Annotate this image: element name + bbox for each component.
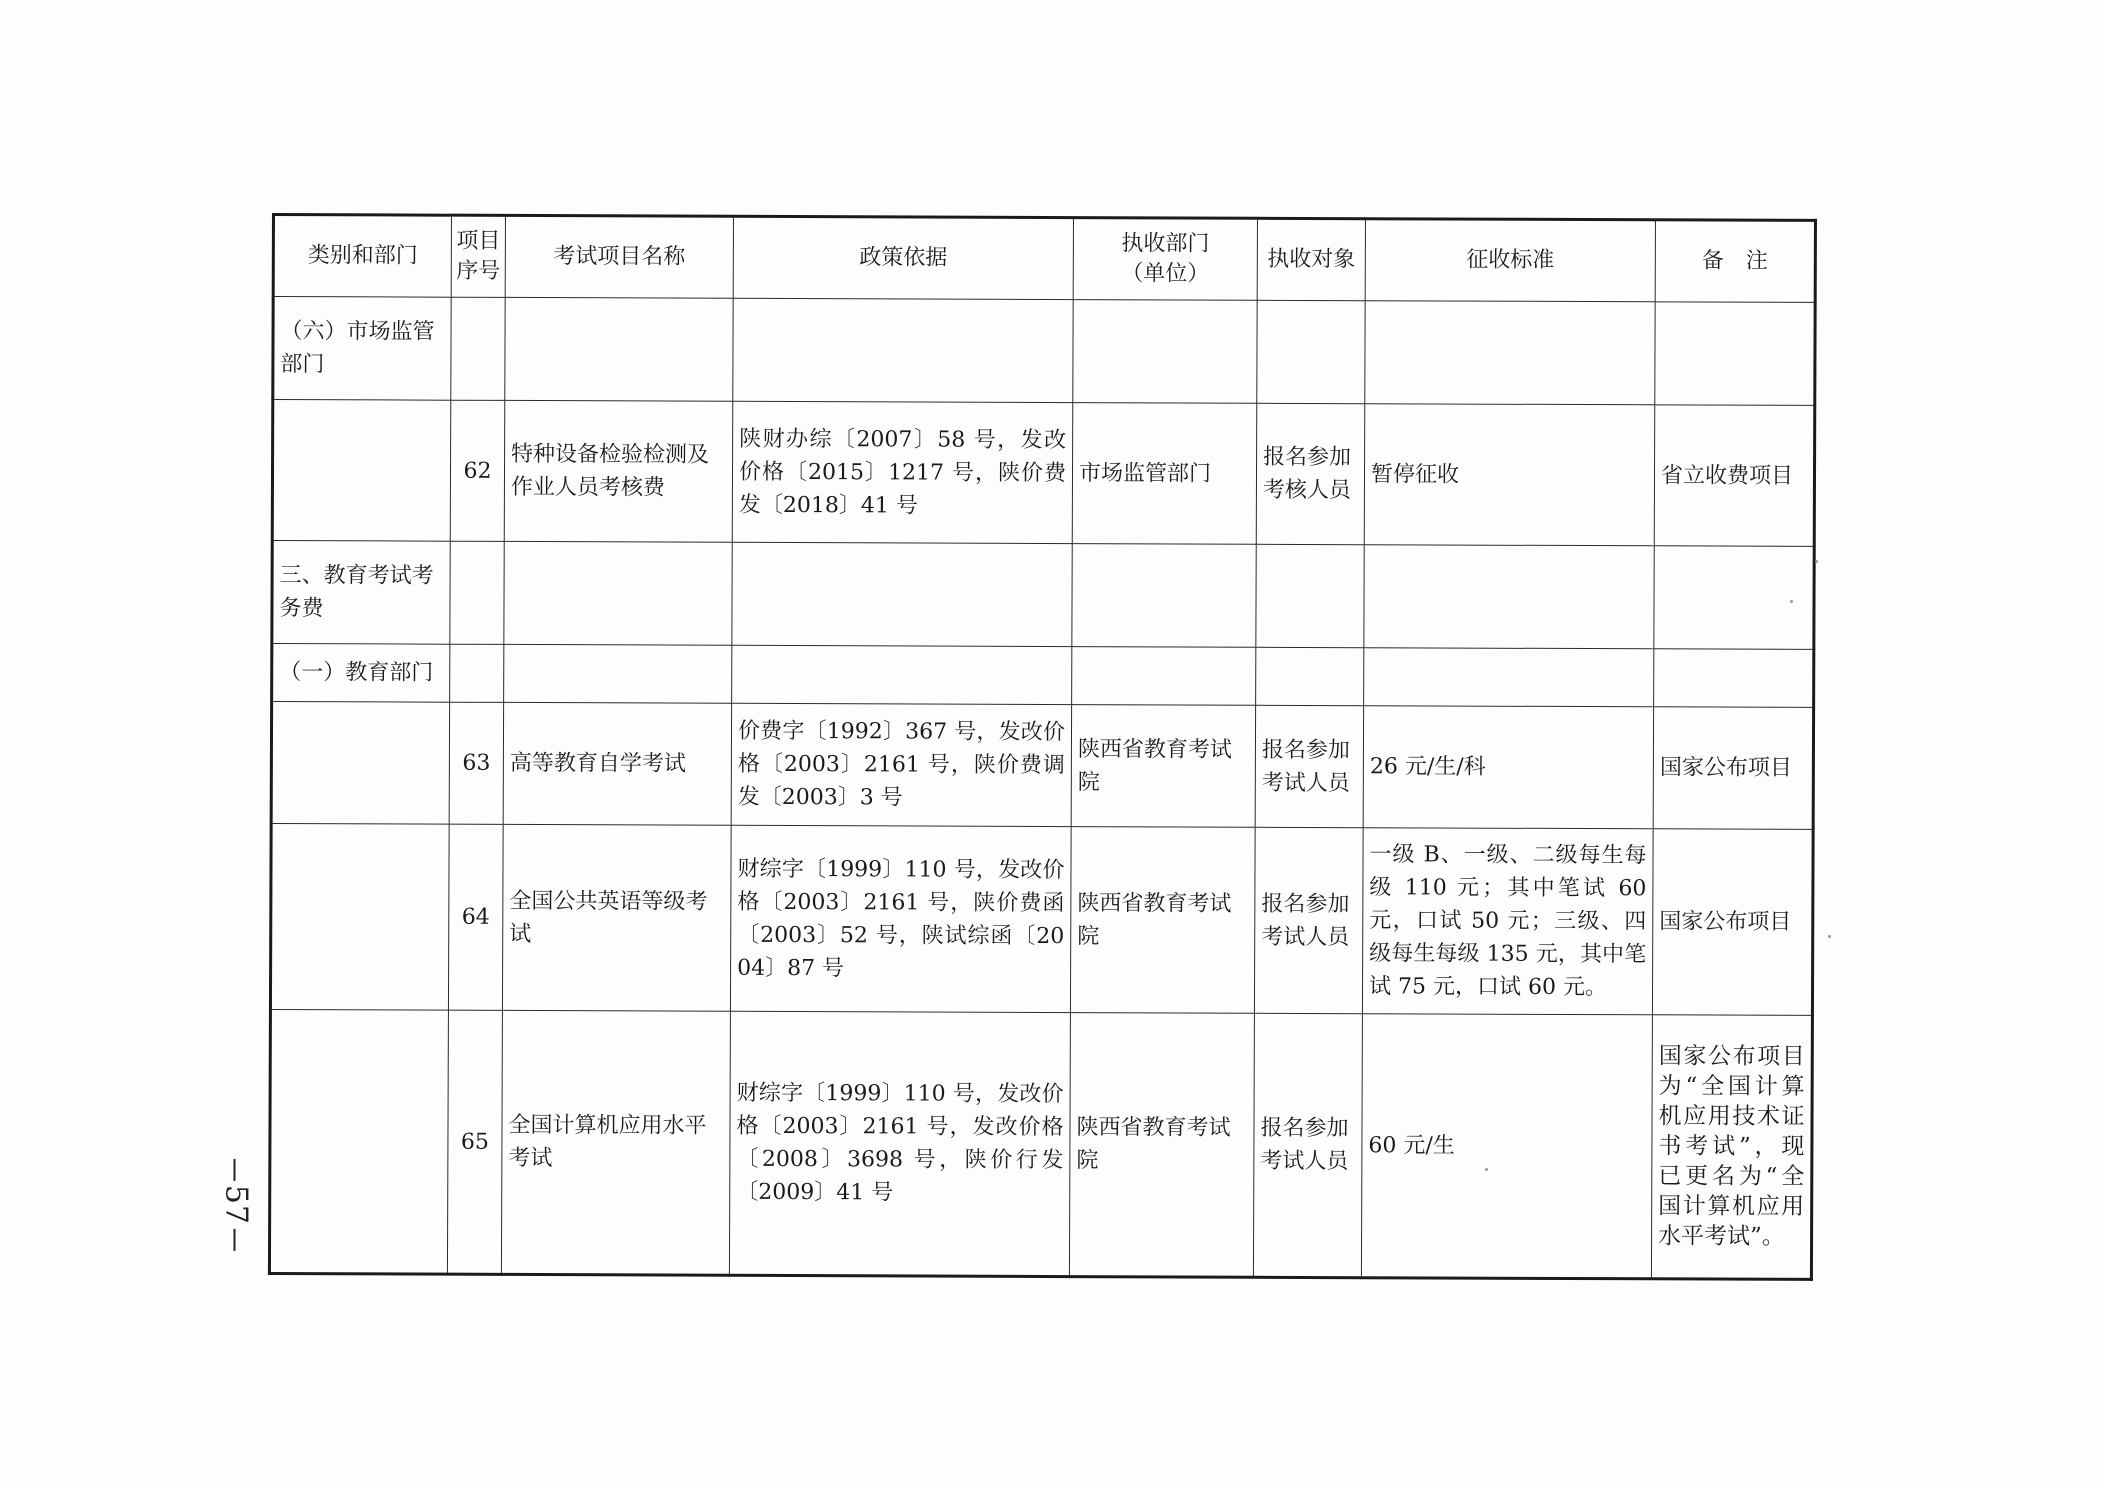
cell-policy bbox=[733, 298, 1073, 402]
cell-dept bbox=[1072, 544, 1256, 648]
cell-dept: 市场监管部门 bbox=[1072, 403, 1257, 545]
cell-category: 三、教育考试考务费 bbox=[272, 541, 450, 645]
header-standard: 征收标准 bbox=[1365, 219, 1655, 302]
scan-speck bbox=[1828, 935, 1831, 938]
cell-target: 报名参加考试人员 bbox=[1255, 705, 1363, 827]
cell-category bbox=[270, 824, 449, 1011]
cell-remark bbox=[1654, 546, 1814, 650]
cell-standard: 一级 B、一级、二级每生每级 110 元；其中笔试 60 元，口试 50 元；三级、四级每生每级 135 元，其中笔试 75 元，口试 60 元。 bbox=[1362, 828, 1653, 1015]
fee-table bbox=[268, 213, 1817, 1281]
header-policy: 政策依据 bbox=[733, 216, 1073, 299]
header-seq: 项目序号 bbox=[451, 215, 505, 297]
cell-policy: 财综字〔1999〕110 号，发改价格〔2003〕2161 号，发改价格〔2008〕3698 号，陕价行发〔2009〕41 号 bbox=[729, 1011, 1070, 1276]
table-row bbox=[271, 702, 1813, 830]
cell-standard bbox=[1364, 648, 1654, 707]
cell-name: 全国公共英语等级考试 bbox=[502, 824, 731, 1011]
cell-category: （一）教育部门 bbox=[272, 644, 450, 703]
page-number-text: 57 bbox=[218, 1184, 254, 1226]
header-remark: 备 注 bbox=[1655, 220, 1815, 303]
cell-name bbox=[504, 541, 732, 645]
cell-dept bbox=[1073, 300, 1257, 404]
cell-category bbox=[272, 400, 451, 542]
cell-target bbox=[1257, 300, 1365, 403]
cell-seq: 65 bbox=[447, 1010, 502, 1274]
table-row bbox=[272, 400, 1815, 547]
cell-name bbox=[504, 644, 732, 703]
page-number-dash-left bbox=[234, 1159, 236, 1181]
cell-target: 报名参加考试人员 bbox=[1254, 827, 1363, 1013]
cell-remark: 国家公布项目为“全国计算机应用技术证书考试”，现已更名为“全国计算机应用水平考试”。 bbox=[1651, 1015, 1812, 1280]
cell-standard bbox=[1365, 301, 1655, 405]
cell-remark bbox=[1654, 649, 1814, 708]
cell-remark: 省立收费项目 bbox=[1654, 405, 1815, 547]
page-number bbox=[214, 1150, 258, 1260]
cell-seq: 62 bbox=[450, 400, 505, 541]
cell-remark bbox=[1655, 302, 1815, 406]
cell-name: 高等教育自学考试 bbox=[503, 702, 731, 825]
cell-remark: 国家公布项目 bbox=[1652, 829, 1813, 1016]
cell-seq: 64 bbox=[448, 824, 503, 1010]
cell-name bbox=[505, 297, 733, 401]
cell-standard: 60 元/生 bbox=[1361, 1014, 1652, 1279]
cell-seq bbox=[450, 541, 504, 644]
cell-seq: 63 bbox=[449, 702, 503, 824]
table-row bbox=[270, 824, 1813, 1016]
cell-standard bbox=[1364, 545, 1654, 649]
cell-dept: 陕西省教育考试院 bbox=[1069, 1013, 1254, 1278]
cell-seq bbox=[450, 644, 504, 702]
header-name: 考试项目名称 bbox=[505, 215, 733, 298]
cell-dept: 陕西省教育考试院 bbox=[1070, 827, 1255, 1014]
cell-dept bbox=[1072, 647, 1256, 706]
cell-policy: 财综字〔1999〕110 号，发改价格〔2003〕2161 号，陕价费函〔2003〕52 号，陕试综函〔2004〕87 号 bbox=[730, 825, 1071, 1012]
cell-policy: 陕财办综〔2007〕58 号，发改价格〔2015〕1217 号，陕价费发〔2018〕41 号 bbox=[732, 401, 1073, 543]
table-row bbox=[272, 644, 1814, 708]
scan-speck bbox=[1485, 1168, 1488, 1171]
cell-standard: 26 元/生/科 bbox=[1363, 706, 1653, 829]
cell-target bbox=[1256, 544, 1364, 647]
header-target: 执收对象 bbox=[1257, 218, 1365, 300]
cell-target bbox=[1256, 647, 1364, 705]
table-row bbox=[269, 1009, 1812, 1279]
page-number-dash-right bbox=[234, 1229, 236, 1251]
cell-name: 特种设备检验检测及作业人员考核费 bbox=[504, 400, 733, 542]
cell-policy bbox=[732, 645, 1072, 704]
cell-standard: 暂停征收 bbox=[1364, 404, 1655, 546]
cell-category bbox=[269, 1009, 448, 1274]
scan-speck bbox=[1815, 560, 1818, 563]
cell-category: （六）市场监管部门 bbox=[273, 297, 451, 401]
scan-speck bbox=[1790, 600, 1793, 603]
table-row bbox=[272, 541, 1814, 650]
table-row bbox=[273, 297, 1815, 406]
cell-policy: 价费字〔1992〕367 号，发改价格〔2003〕2161 号，陕价费调发〔2003〕3 号 bbox=[731, 703, 1071, 826]
cell-name: 全国计算机应用水平考试 bbox=[501, 1010, 730, 1275]
header-dept: 执收部门（单位） bbox=[1073, 218, 1257, 301]
cell-seq bbox=[451, 297, 505, 400]
cell-dept: 陕西省教育考试院 bbox=[1071, 705, 1255, 828]
header-row bbox=[273, 215, 1815, 303]
cell-target: 报名参加考核人员 bbox=[1256, 403, 1365, 544]
cell-target: 报名参加考试人员 bbox=[1253, 1013, 1362, 1277]
cell-category bbox=[271, 702, 449, 825]
header-category: 类别和部门 bbox=[273, 215, 451, 298]
cell-remark: 国家公布项目 bbox=[1653, 707, 1813, 830]
cell-policy bbox=[732, 542, 1072, 646]
